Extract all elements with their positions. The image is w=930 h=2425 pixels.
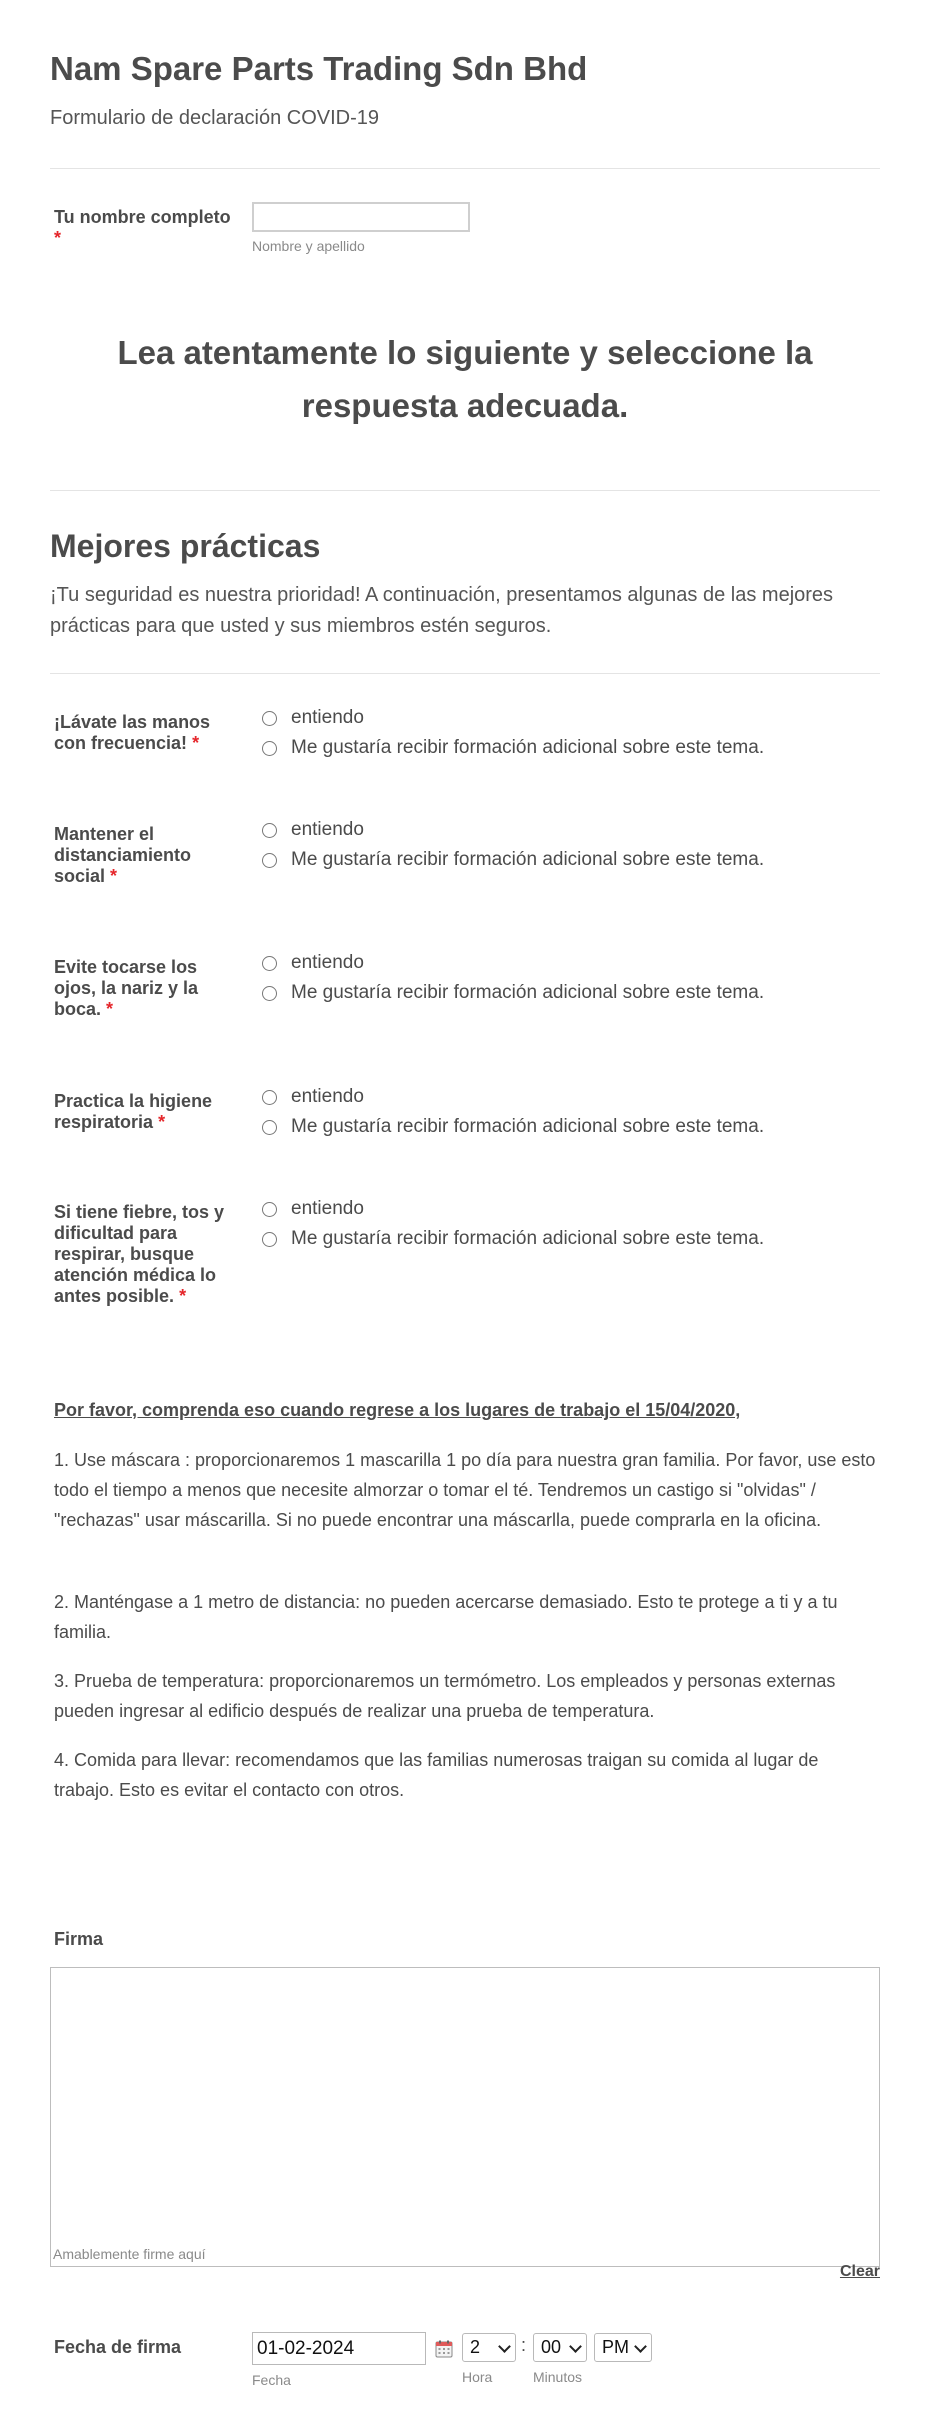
- radio-label: Me gustaría recibir formación adicional sobre este tema.: [291, 1228, 765, 1249]
- radio-option[interactable]: [262, 818, 364, 842]
- signature-hint: Amablemente firme aquí: [53, 2246, 206, 2262]
- signature-label: Firma: [54, 1929, 104, 1949]
- radio-button[interactable]: [262, 986, 277, 1001]
- minute-sublabel: Minutos: [533, 2369, 583, 2385]
- radio-label: entiendo: [291, 952, 364, 973]
- notice-paragraph: 4. Comida para llevar: recomendamos que las familias numerosas traigan su comida al lugar de trabajo. Esto es evitar el contacto con otros.: [54, 1750, 819, 1800]
- radio-button[interactable]: [262, 741, 277, 756]
- radio-button[interactable]: [262, 956, 277, 971]
- radio-button[interactable]: [262, 1120, 277, 1135]
- divider: [50, 673, 880, 674]
- required-mark: *: [158, 1112, 166, 1132]
- minute-select[interactable]: [533, 2333, 587, 2362]
- radio-option[interactable]: [262, 1227, 764, 1251]
- question-text: Si tiene fiebre, tos y dificultad para respirar, busque atención médica lo antes posible.: [54, 1202, 225, 1306]
- chevron-down-icon: [569, 2340, 582, 2353]
- radio-option[interactable]: [262, 736, 764, 760]
- chevron-down-icon: [634, 2340, 647, 2353]
- radio-button[interactable]: [262, 823, 277, 838]
- question-text: Practica la higiene respiratoria: [54, 1091, 213, 1132]
- form-subtitle: Formulario de declaración COVID-19: [50, 107, 380, 129]
- ampm-value: PM: [602, 2337, 629, 2357]
- divider: [50, 168, 880, 169]
- name-sublabel: Nombre y apellido: [252, 238, 365, 254]
- minute-value: 00: [541, 2337, 562, 2357]
- notice-title: Por favor, comprenda eso cuando regrese a los lugares de trabajo el 15/04/2020,: [54, 1400, 741, 1420]
- divider: [50, 490, 880, 491]
- question-text: ¡Lávate las manos con frecuencia!: [54, 712, 211, 753]
- question-text: Evite tocarse los ojos, la nariz y la boca.: [54, 957, 199, 1019]
- radio-button[interactable]: [262, 1232, 277, 1247]
- radio-button[interactable]: [262, 711, 277, 726]
- radio-option[interactable]: [262, 848, 764, 872]
- notice-paragraph: 1. Use máscara : proporcionaremos 1 mascarilla 1 po día para nuestra gran familia. Por favor, use esto todo el tiempo a menos que necesite almorzar o tomar el té. Tendremos un castigo si "olvidas" / "rechazas" usar máscarilla. Si no puede encontrar una máscarlla, puede comprarla en la oficina.: [54, 1450, 876, 1530]
- radio-option[interactable]: [262, 1115, 764, 1139]
- instruction-heading: Lea atentamente lo siguiente y seleccione la respuesta adecuada.: [117, 334, 813, 424]
- required-mark: *: [106, 999, 114, 1019]
- radio-label: entiendo: [291, 1086, 364, 1107]
- radio-label: entiendo: [291, 819, 364, 840]
- notice-paragraph: 3. Prueba de temperatura: proporcionaremos un termómetro. Los empleados y personas externas pueden ingresar al edificio después de realizar una prueba de temperatura.: [54, 1671, 836, 1721]
- question-label-respiratory-hygiene: [54, 1091, 239, 1133]
- required-mark: *: [54, 228, 62, 248]
- radio-option[interactable]: [262, 706, 364, 730]
- required-mark: *: [192, 733, 200, 753]
- form-title: Nam Spare Parts Trading Sdn Bhd: [50, 50, 588, 87]
- question-text: Mantener el distanciamiento social: [54, 824, 192, 886]
- radio-button[interactable]: [262, 1090, 277, 1105]
- sign-date-label: Fecha de firma: [54, 2337, 182, 2357]
- calendar-icon[interactable]: [435, 2340, 453, 2358]
- radio-button[interactable]: [262, 1202, 277, 1217]
- signature-pad[interactable]: [50, 1967, 880, 2267]
- required-mark: *: [110, 866, 118, 886]
- radio-label: Me gustaría recibir formación adicional sobre este tema.: [291, 737, 765, 758]
- radio-label: Me gustaría recibir formación adicional sobre este tema.: [291, 849, 765, 870]
- name-field-label: [54, 207, 239, 249]
- question-label-social-distancing: [54, 824, 239, 887]
- radio-option[interactable]: [262, 1197, 364, 1221]
- full-name-input[interactable]: [252, 202, 470, 232]
- radio-option[interactable]: [262, 951, 364, 975]
- radio-button[interactable]: [262, 853, 277, 868]
- chevron-down-icon: [498, 2340, 511, 2353]
- radio-label: entiendo: [291, 1198, 364, 1219]
- question-label-avoid-touching-face: [54, 957, 239, 1020]
- hour-value: 2: [470, 2337, 481, 2357]
- date-input[interactable]: [252, 2332, 426, 2365]
- radio-option[interactable]: [262, 981, 764, 1005]
- radio-option[interactable]: [262, 1085, 364, 1109]
- clear-signature-button[interactable]: Clear: [839, 2263, 880, 2280]
- question-label-fever-cough: [54, 1202, 239, 1307]
- name-label-text: Tu nombre completo: [54, 207, 231, 227]
- best-practices-description: ¡Tu seguridad es nuestra prioridad! A continuación, presentamos algunas de las mejores prácticas para que usted y sus miembros estén seguros.: [50, 584, 834, 637]
- ampm-select[interactable]: [594, 2333, 652, 2362]
- hour-select[interactable]: [462, 2333, 516, 2362]
- required-mark: *: [179, 1286, 187, 1306]
- radio-label: entiendo: [291, 707, 364, 728]
- best-practices-title: Mejores prácticas: [50, 528, 321, 564]
- time-separator: :: [521, 2335, 527, 2355]
- notice-paragraph: 2. Manténgase a 1 metro de distancia: no pueden acercarse demasiado. Esto te protege a ti y a tu familia.: [54, 1592, 838, 1642]
- radio-label: Me gustaría recibir formación adicional sobre este tema.: [291, 982, 765, 1003]
- question-label-wash-hands: [54, 712, 239, 754]
- date-sublabel: Fecha: [252, 2372, 291, 2388]
- radio-label: Me gustaría recibir formación adicional sobre este tema.: [291, 1116, 765, 1137]
- hour-sublabel: Hora: [462, 2369, 493, 2385]
